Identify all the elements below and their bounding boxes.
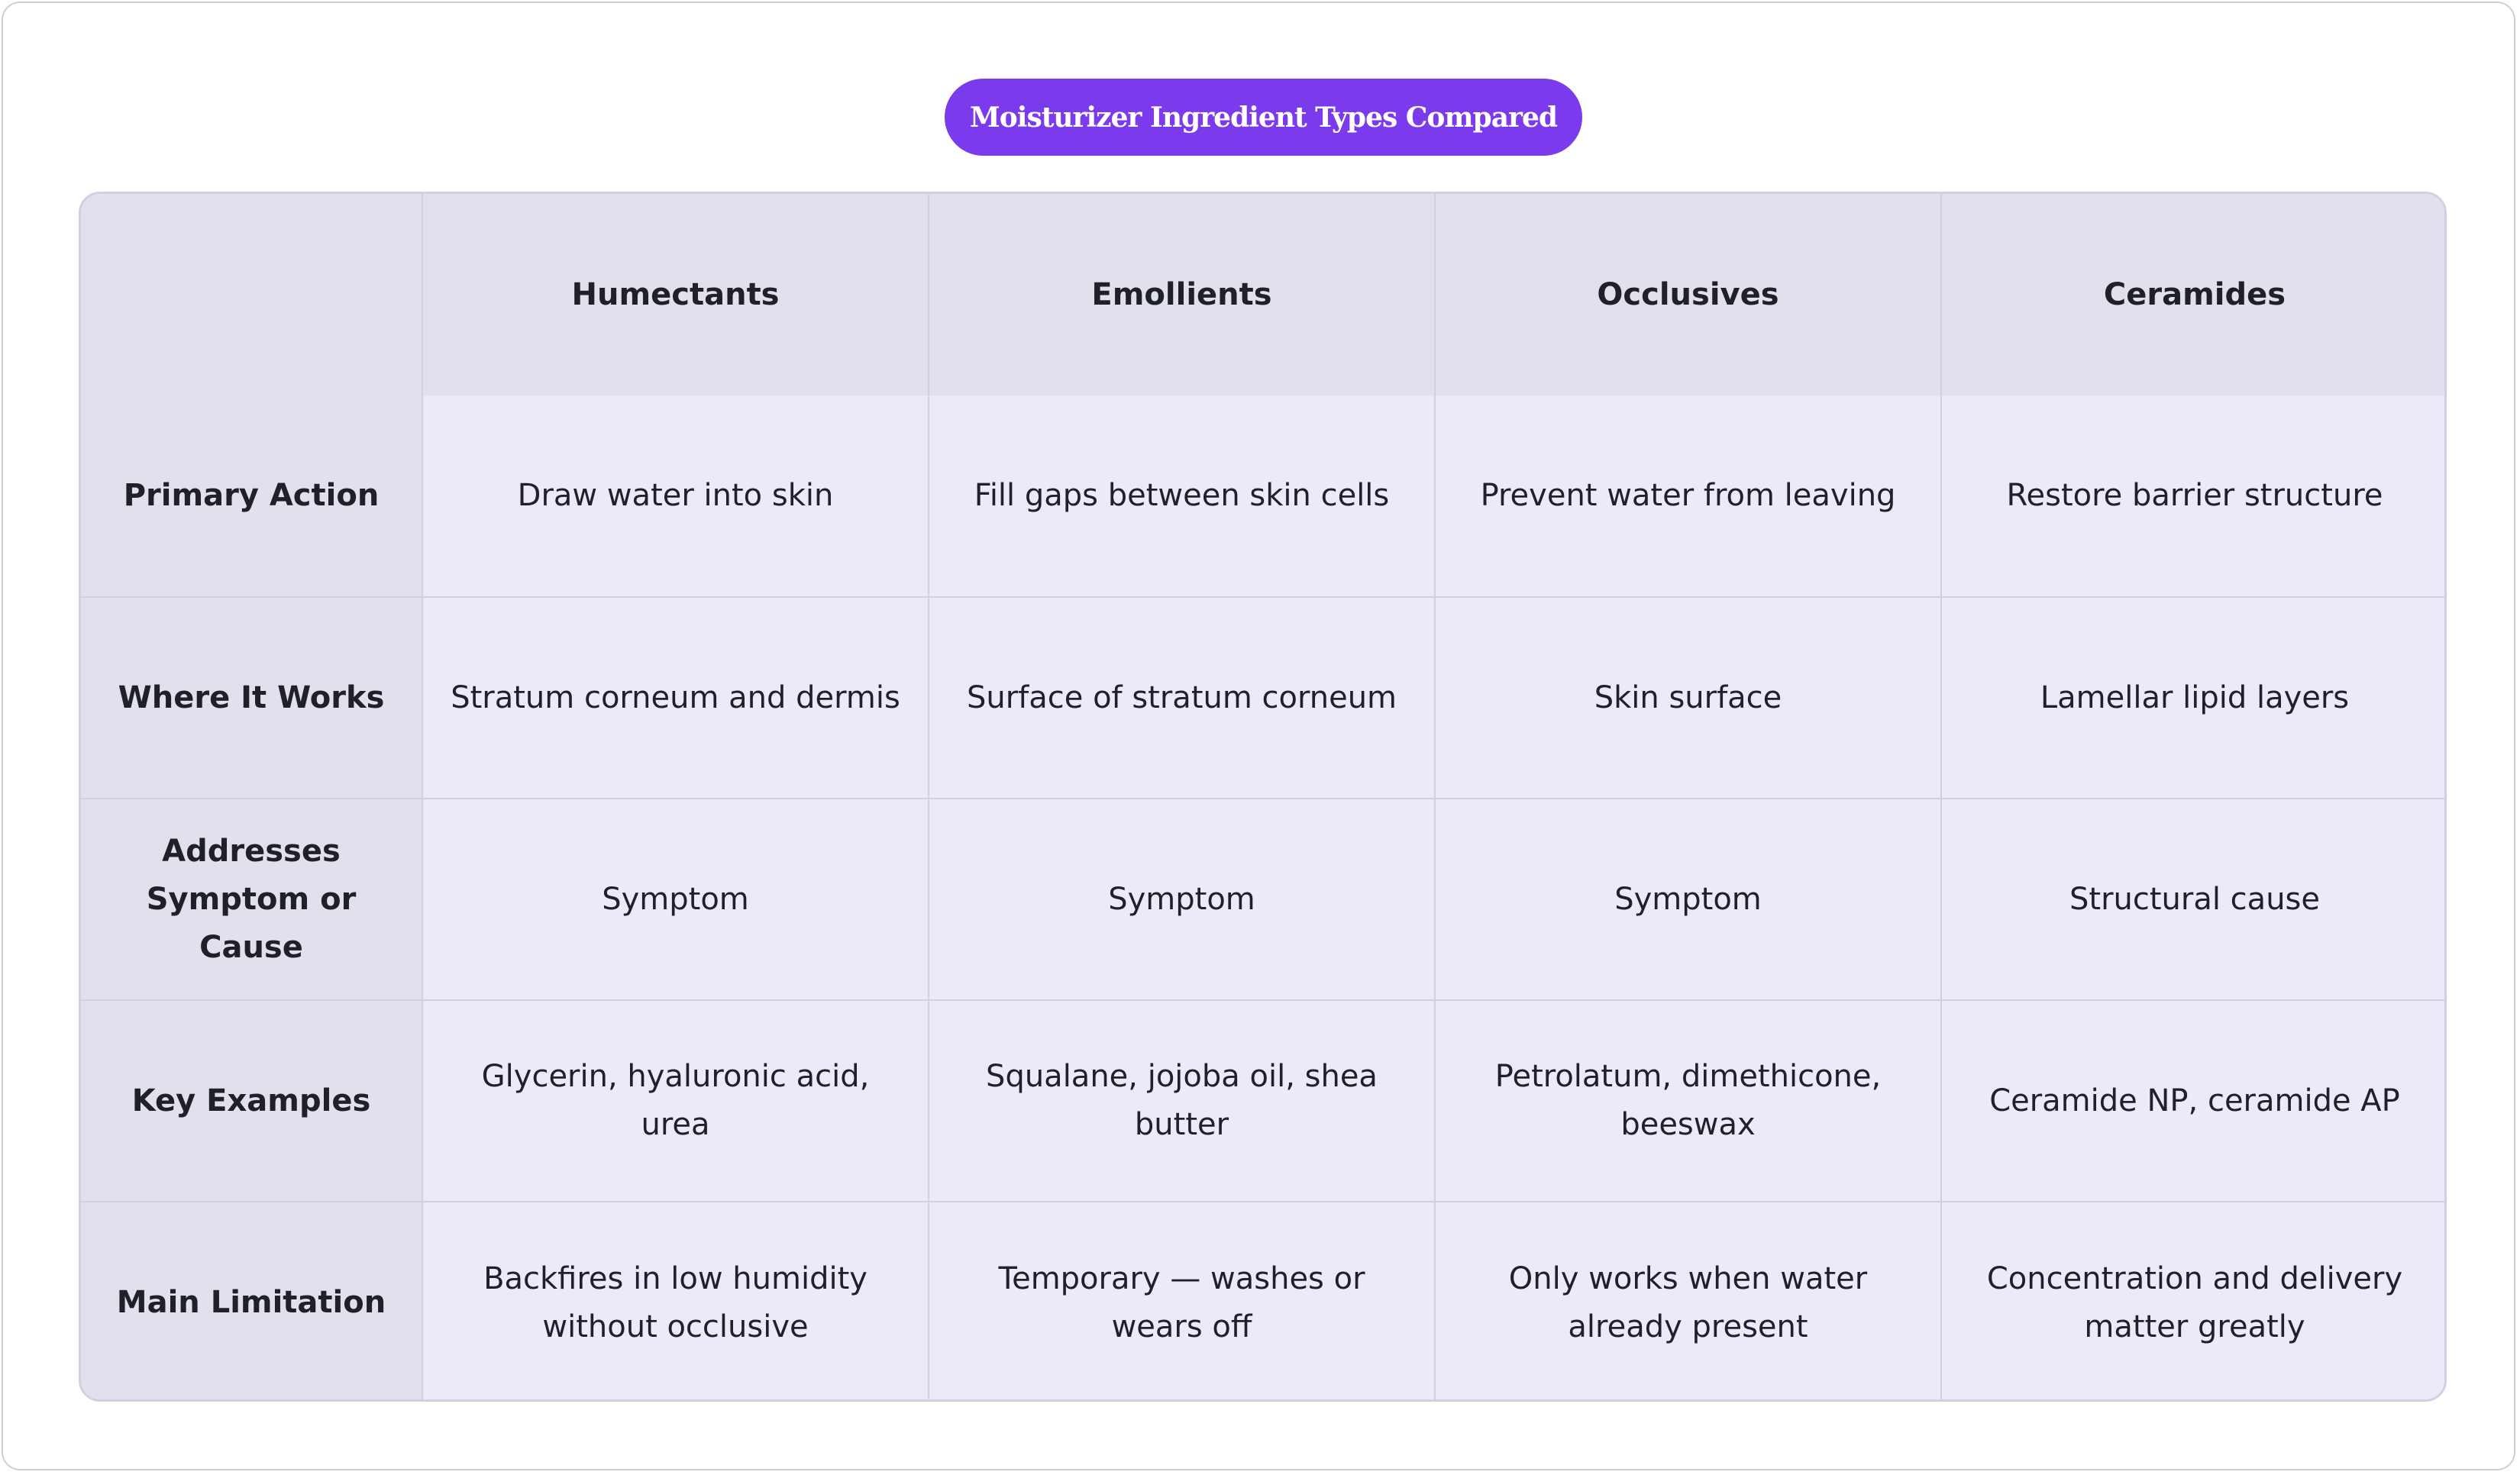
table-cell: Symptom bbox=[422, 799, 929, 1000]
table-cell: Fill gaps between skin cells bbox=[929, 395, 1435, 597]
table-cell: Backfires in low humidity without occlusive bbox=[422, 1202, 929, 1402]
table-cell: Surface of stratum corneum bbox=[929, 597, 1435, 799]
table-row bbox=[81, 1202, 2447, 1402]
table-cell: Glycerin, hyaluronic acid, urea bbox=[422, 1000, 929, 1202]
column-header-emollients: Emollients bbox=[929, 194, 1435, 395]
row-header: Key Examples bbox=[81, 1000, 422, 1202]
table-cell: Concentration and delivery matter greatly bbox=[1941, 1202, 2447, 1402]
table-cell: Squalane, jojoba oil, shea butter bbox=[929, 1000, 1435, 1202]
card-frame bbox=[2, 2, 2515, 1470]
comparison-table bbox=[79, 192, 2447, 1402]
table-row bbox=[81, 395, 2447, 597]
table-cell: Temporary — washes or wears off bbox=[929, 1202, 1435, 1402]
table-cell: Restore barrier structure bbox=[1941, 395, 2447, 597]
table-row bbox=[81, 799, 2447, 1000]
row-header: Addresses Symptom or Cause bbox=[81, 799, 422, 1000]
row-header: Where It Works bbox=[81, 597, 422, 799]
table-cell: Prevent water from leaving bbox=[1435, 395, 1941, 597]
table-cell: Structural cause bbox=[1941, 799, 2447, 1000]
column-header-occlusives: Occlusives bbox=[1435, 194, 1941, 395]
corner-header-cell bbox=[81, 194, 422, 395]
table-cell: Ceramide NP, ceramide AP bbox=[1941, 1000, 2447, 1202]
table-title: Moisturizer Ingredient Types Compared bbox=[945, 79, 1582, 156]
comparison-grid bbox=[81, 194, 2447, 1402]
table-cell: Petrolatum, dimethicone, beeswax bbox=[1435, 1000, 1941, 1202]
table-cell: Lamellar lipid layers bbox=[1941, 597, 2447, 799]
header-row bbox=[81, 194, 2447, 395]
row-header: Primary Action bbox=[81, 395, 422, 597]
table-row bbox=[81, 1000, 2447, 1202]
table-cell: Draw water into skin bbox=[422, 395, 929, 597]
table-cell: Symptom bbox=[1435, 799, 1941, 1000]
table-cell: Skin surface bbox=[1435, 597, 1941, 799]
table-cell: Stratum corneum and dermis bbox=[422, 597, 929, 799]
column-header-ceramides: Ceramides bbox=[1941, 194, 2447, 395]
column-header-humectants: Humectants bbox=[422, 194, 929, 395]
table-cell: Symptom bbox=[929, 799, 1435, 1000]
row-header: Main Limitation bbox=[81, 1202, 422, 1402]
table-row bbox=[81, 597, 2447, 799]
table-cell: Only works when water already present bbox=[1435, 1202, 1941, 1402]
